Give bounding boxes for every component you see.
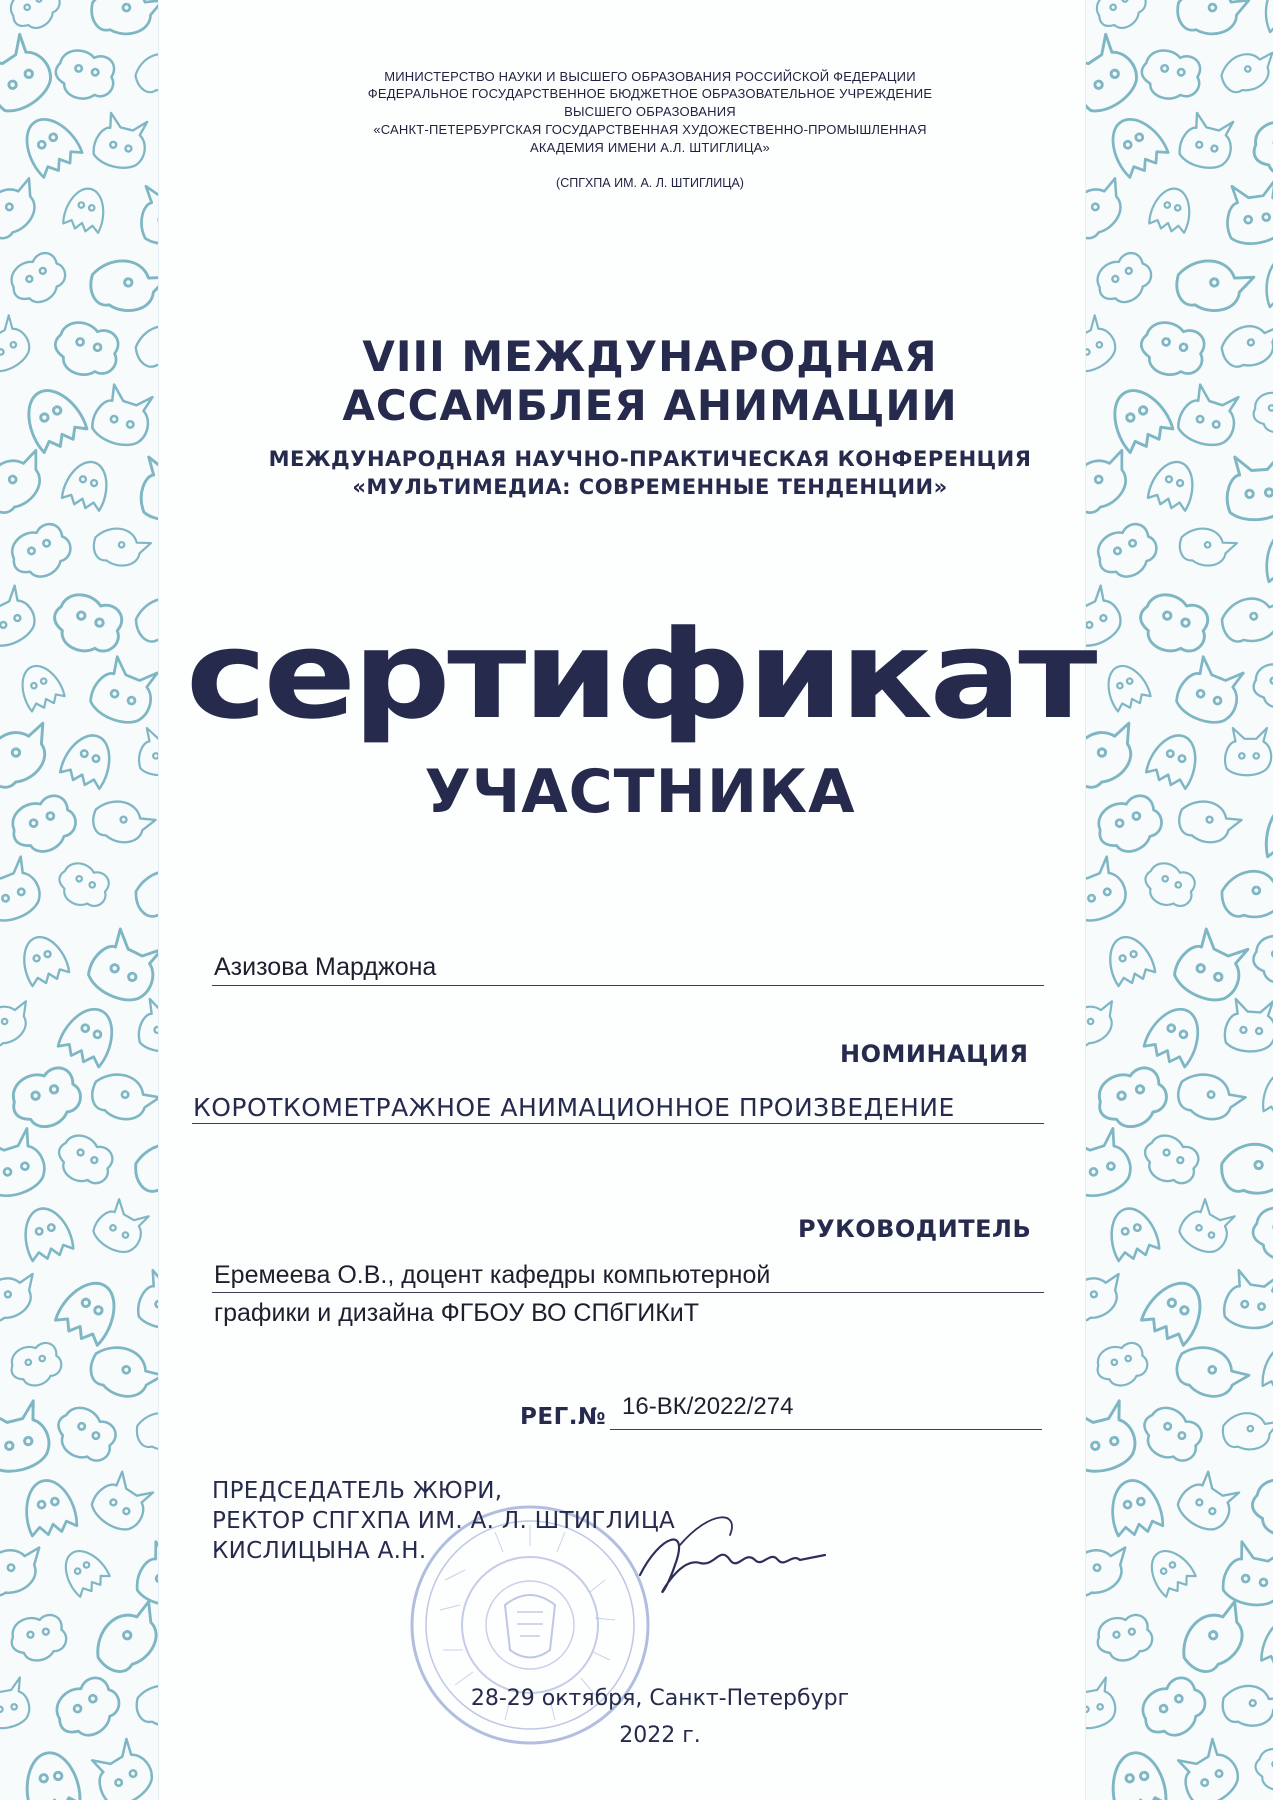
pattern-animal-shape [1220, 1540, 1273, 1611]
pattern-animal-shape [50, 1128, 119, 1192]
pattern-animal-shape [136, 1269, 158, 1332]
header-institution-type: ФЕДЕРАЛЬНОЕ ГОСУДАРСТВЕННОЕ БЮДЖЕТНОЕ ОБРАЗОВАТЕЛЬНОЕ УЧРЕЖДЕНИЕ [367, 86, 933, 101]
pattern-animal-shape [133, 49, 158, 94]
pattern-animal-shape [1101, 109, 1171, 180]
pattern-animal-shape [1169, 924, 1253, 1009]
pattern-animal-shape [60, 456, 114, 513]
pattern-animal-shape [1248, 1476, 1273, 1542]
signatory-line3: КИСЛИЦЫНА А.Н. [212, 1538, 427, 1564]
pattern-animal-shape [0, 1399, 54, 1476]
pattern-animal-shape [1260, 1614, 1273, 1673]
pattern-animal-shape [1086, 998, 1123, 1050]
pattern-animal-shape [83, 1335, 158, 1410]
pattern-animal-shape [1086, 447, 1141, 519]
pattern-animal-shape [1266, 802, 1273, 860]
participant-name: Азизова Марджона [214, 953, 437, 981]
pattern-animal-shape [17, 1203, 75, 1264]
cartoon-animal-pattern-icon [1086, 0, 1273, 1800]
pattern-animal-shape [138, 998, 158, 1053]
pattern-animal-shape [1103, 1203, 1161, 1264]
certificate-subtitle: УЧАСТНИКА [424, 757, 856, 827]
pattern-animal-shape [5, 790, 83, 861]
pattern-animal-shape [1224, 998, 1273, 1053]
pattern-animal-shape [136, 180, 158, 247]
pattern-animal-shape [1102, 380, 1175, 455]
pattern-animal-shape [1262, 1071, 1273, 1116]
header-ministry: МИНИСТЕРСТВО НАУКИ И ВЫСШЕГО ОБРАЗОВАНИЯ РОССИЙСКОЙ ФЕДЕРАЦИИ [384, 69, 916, 84]
pattern-animal-shape [1250, 1205, 1273, 1263]
registration-underline [610, 1429, 1042, 1430]
pattern-animal-shape [1173, 0, 1249, 41]
pattern-animal-shape [1138, 857, 1200, 914]
pattern-animal-shape [85, 1736, 158, 1800]
pattern-animal-shape [1222, 1269, 1273, 1332]
pattern-animal-shape [1086, 175, 1135, 245]
pattern-animal-shape [1220, 1409, 1273, 1454]
pattern-animal-shape [1175, 1195, 1239, 1259]
pattern-animal-shape [1173, 793, 1243, 853]
pattern-animal-shape [0, 447, 55, 519]
pattern-animal-shape [85, 253, 158, 320]
pattern-animal-shape [1260, 0, 1273, 34]
pattern-animal-shape [46, 588, 129, 663]
pattern-animal-shape [0, 855, 46, 927]
right-pattern-border [1085, 0, 1273, 1800]
pattern-animal-shape [1171, 1736, 1247, 1800]
pattern-animal-shape [1253, 664, 1273, 708]
participant-name-underline [212, 985, 1044, 986]
pattern-animal-shape [1252, 935, 1273, 985]
pattern-animal-shape [0, 998, 37, 1050]
pattern-animal-shape [1265, 528, 1273, 584]
supervisor-line2: графики и дизайна ФГБОУ ВО СПбГИКиТ [214, 1299, 700, 1327]
pattern-animal-shape [1144, 728, 1205, 792]
pattern-animal-shape [89, 521, 152, 573]
pattern-animal-shape [0, 1271, 42, 1325]
pattern-animal-shape [1261, 1342, 1273, 1394]
pattern-animal-shape [4, 247, 73, 312]
pattern-animal-shape [16, 930, 71, 988]
pattern-animal-shape [1224, 453, 1273, 521]
header-institution-name-1: «САНКТ-ПЕТЕРБУРГСКАЯ ГОСУДАРСТВЕННАЯ ХУДОЖЕСТВЕННО-ПРОМЫШЛЕННАЯ [373, 122, 927, 137]
pattern-animal-shape [1105, 1475, 1164, 1538]
signatory-line1: ПРЕДСЕДАТЕЛЬ ЖЮРИ, [212, 1478, 503, 1504]
pattern-animal-shape [49, 317, 124, 384]
pattern-animal-shape [0, 31, 60, 119]
header-institution-name-2: АКАДЕМИЯ ИМЕНИ А.Л. ШТИГЛИЦА» [530, 140, 770, 155]
pattern-animal-shape [1219, 1680, 1273, 1732]
pattern-animal-shape [1250, 116, 1273, 180]
pattern-animal-shape [134, 323, 158, 368]
pattern-animal-shape [1171, 1064, 1247, 1131]
pattern-animal-shape [90, 111, 151, 173]
pattern-animal-shape [87, 793, 157, 853]
pattern-animal-shape [48, 1671, 129, 1748]
pattern-animal-shape [1086, 313, 1122, 377]
pattern-animal-shape [0, 1677, 32, 1732]
pattern-animal-shape [83, 924, 158, 1009]
pattern-animal-shape [135, 870, 158, 918]
event-title-line1: VIII МЕЖДУНАРОДНАЯ [362, 332, 938, 381]
event-title-line2: АССАМБЛЕЯ АНИМАЦИИ [342, 381, 958, 430]
pattern-animal-shape [1220, 323, 1273, 368]
pattern-animal-shape [1134, 1400, 1209, 1471]
pattern-animal-shape [1086, 31, 1146, 119]
pattern-animal-shape [19, 1475, 78, 1538]
pattern-animal-shape [134, 1409, 158, 1454]
pattern-animal-shape [3, 0, 67, 38]
certificate-title: сертификат [185, 604, 1095, 746]
conference-line1: МЕЖДУНАРОДНАЯ НАУЧНО-ПРАКТИЧЕСКАЯ КОНФЕРЕНЦИЯ [268, 447, 1032, 471]
pattern-animal-shape [87, 0, 158, 41]
pattern-animal-shape [89, 1195, 153, 1259]
pattern-animal-shape [1134, 1671, 1215, 1748]
pattern-animal-shape [1094, 1612, 1156, 1665]
pattern-animal-shape [1176, 111, 1237, 173]
pattern-animal-shape [1252, 390, 1273, 434]
pattern-animal-shape [1086, 1677, 1118, 1732]
pattern-animal-shape [88, 382, 157, 452]
registration-number: 16-ВК/2022/274 [622, 1393, 794, 1420]
pattern-animal-shape [1148, 184, 1196, 235]
nomination-label: НОМИНАЦИЯ [840, 1040, 1029, 1068]
pattern-animal-shape [1219, 1141, 1273, 1197]
pattern-animal-shape [1171, 253, 1255, 320]
pattern-animal-shape [0, 1127, 50, 1202]
pattern-animal-shape [51, 46, 119, 105]
conference-line2: «МУЛЬТИМЕДИА: СОВРЕМЕННЫЕ ТЕНДЕНЦИИ» [352, 475, 948, 499]
pattern-animal-shape [1175, 521, 1238, 573]
pattern-animal-shape [1086, 1127, 1136, 1202]
pattern-animal-shape [48, 1400, 123, 1471]
pattern-animal-shape [1172, 653, 1249, 730]
pattern-animal-shape [1146, 456, 1200, 513]
signatory-block [212, 1476, 675, 1566]
pattern-animal-shape [21, 1749, 81, 1800]
supervisor-line1: Еремеева О.В., доцент кафедры компьютерной [214, 1261, 771, 1289]
pattern-animal-shape [1222, 180, 1273, 247]
signatory-line2: РЕКТОР СПГХПА ИМ. А. Л. ШТИГЛИЦА [212, 1508, 676, 1534]
pattern-animal-shape [7, 1339, 66, 1390]
pattern-animal-shape [1142, 1000, 1210, 1070]
pattern-animal-shape [0, 313, 36, 377]
pattern-animal-shape [1107, 1749, 1167, 1800]
pattern-animal-shape [1142, 1542, 1198, 1599]
left-pattern-border [0, 0, 159, 1800]
pattern-animal-shape [62, 184, 110, 235]
pattern-animal-shape [1251, 1745, 1273, 1796]
pattern-animal-shape [1219, 49, 1273, 94]
pattern-animal-shape [14, 659, 67, 714]
pattern-animal-shape [56, 1542, 112, 1599]
pattern-animal-shape [1089, 0, 1153, 38]
pattern-animal-shape [1136, 1128, 1205, 1192]
pattern-animal-shape [1091, 1062, 1173, 1135]
pattern-animal-shape [86, 1467, 156, 1538]
pattern-animal-shape [85, 1598, 158, 1679]
pattern-animal-shape [58, 728, 119, 792]
pattern-animal-shape [16, 380, 89, 455]
pattern-animal-shape [1225, 728, 1271, 775]
pattern-animal-shape [1263, 254, 1273, 309]
header-abbreviation: (СПГХПА ИМ. А. Л. ШТИГЛИЦА) [556, 176, 744, 190]
footer-dates: 28-29 октября, Санкт-Петербург [470, 1686, 850, 1711]
pattern-animal-shape [4, 518, 78, 586]
pattern-animal-shape [133, 1680, 158, 1732]
pattern-animal-shape [1090, 518, 1164, 586]
supervisor-label: РУКОВОДИТЕЛЬ [798, 1215, 1032, 1243]
pattern-animal-shape [1102, 930, 1157, 988]
pattern-animal-shape [0, 1544, 47, 1599]
pattern-animal-shape [0, 175, 49, 245]
pattern-animal-shape [138, 453, 158, 521]
supervisor-underline [212, 1292, 1044, 1293]
cartoon-animal-pattern-icon [0, 0, 158, 1800]
pattern-animal-shape [53, 1272, 127, 1348]
pattern-animal-shape [85, 1064, 158, 1131]
pattern-animal-shape [1093, 1339, 1152, 1390]
pattern-animal-shape [1169, 1335, 1251, 1410]
pattern-animal-shape [1139, 1272, 1213, 1348]
pattern-animal-shape [133, 1141, 158, 1197]
header-education-level: ВЫСШЕГО ОБРАЗОВАНИЯ [564, 104, 736, 119]
pattern-animal-shape [1221, 870, 1273, 918]
pattern-animal-shape [0, 584, 41, 652]
nomination-underline [192, 1123, 1044, 1124]
pattern-animal-shape [8, 1612, 70, 1665]
pattern-animal-shape [56, 1000, 124, 1070]
nomination-value: КОРОТКОМЕТРАЖНОЕ АНИМАЦИОННОЕ ПРОИЗВЕДЕНИЕ [193, 1093, 955, 1122]
footer-year: 2022 г. [619, 1723, 701, 1748]
pattern-animal-shape [1090, 247, 1159, 312]
pattern-animal-shape [1221, 597, 1273, 642]
pattern-animal-shape [1132, 588, 1215, 663]
pattern-animal-shape [1172, 1467, 1242, 1538]
pattern-animal-shape [1135, 317, 1210, 384]
pattern-animal-shape [52, 857, 114, 914]
pattern-animal-shape [134, 1540, 158, 1611]
pattern-animal-shape [0, 719, 61, 793]
pattern-animal-shape [5, 1062, 87, 1135]
pattern-animal-shape [1137, 46, 1205, 105]
pattern-animal-shape [1086, 1544, 1133, 1599]
pattern-animal-shape [15, 109, 85, 180]
pattern-animal-shape [1171, 1598, 1259, 1679]
pattern-animal-shape [1091, 790, 1169, 861]
pattern-animal-shape [1086, 855, 1132, 927]
registration-label: РЕГ.№ [520, 1404, 607, 1430]
pattern-animal-shape [1086, 1399, 1140, 1476]
pattern-animal-shape [1086, 1271, 1128, 1325]
pattern-animal-shape [1174, 382, 1243, 452]
